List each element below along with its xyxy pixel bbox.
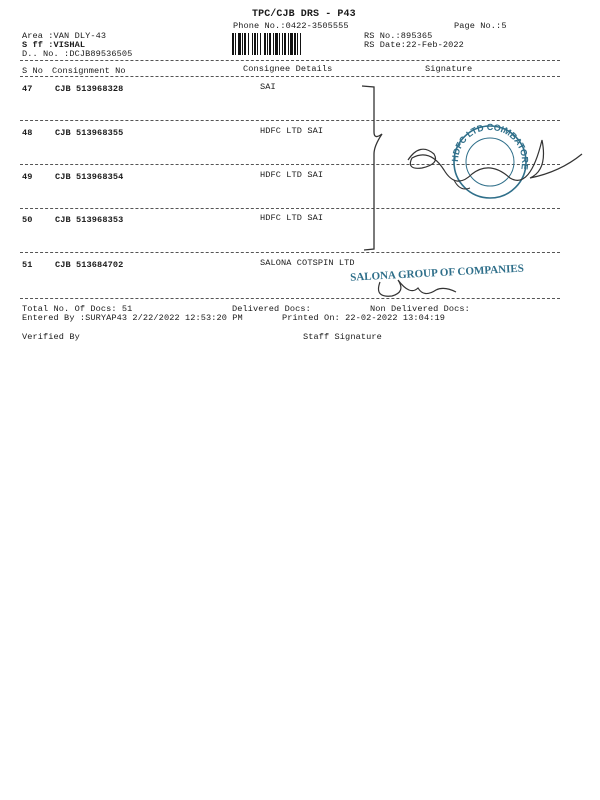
handwritten-bracket	[360, 84, 400, 254]
barcode-bar	[300, 33, 301, 55]
delivered-docs: Delivered Docs:	[232, 304, 311, 314]
row-consignment: CJB 513968355	[55, 128, 124, 138]
non-delivered-docs: Non Delivered Docs:	[370, 304, 470, 314]
row-divider	[20, 120, 560, 121]
barcode-bar	[242, 33, 243, 55]
row-divider	[20, 208, 560, 209]
rs-date: RS Date:22-Feb-2022	[364, 40, 464, 50]
divider	[20, 76, 560, 77]
row-sno: 47	[22, 84, 33, 94]
row-consignee: HDFC LTD SAI	[260, 170, 324, 180]
barcode-bar	[294, 33, 296, 55]
barcode-bar	[284, 33, 286, 55]
verified-by-label: Verified By	[22, 332, 80, 342]
barcode-bar	[257, 33, 258, 55]
column-header-consignee: Consignee Details	[243, 64, 333, 74]
row-consignment: CJB 513968353	[55, 215, 124, 225]
barcode-bar	[288, 33, 289, 55]
divider	[20, 60, 560, 61]
staff-signature-label: Staff Signature	[303, 332, 382, 342]
barcode-bar	[279, 33, 280, 55]
hdfc-stamp-text: HDFC LTD COIMBATORE	[449, 122, 531, 171]
barcode-bar	[252, 33, 253, 55]
entered-by: Entered By :SURYAP43 2/22/2022 12:53:20 PM	[22, 313, 243, 323]
barcode-bar	[264, 33, 266, 55]
barcode-bar	[254, 33, 256, 55]
barcode-bar	[244, 33, 246, 55]
barcode-bar	[238, 33, 241, 55]
area-label: Area :VAN DLY-43	[22, 31, 107, 41]
barcode-bar	[290, 33, 293, 55]
signature-scribble	[400, 130, 585, 200]
row-consignment: CJB 513968328	[55, 84, 124, 94]
row-consignment: CJB 513684702	[55, 260, 124, 270]
salona-stamp-text: SALONA GROUP OF COMPANIES	[349, 262, 525, 284]
row-consignment: CJB 513968354	[55, 172, 124, 182]
salona-stamp	[340, 252, 540, 304]
row-sno: 49	[22, 172, 33, 182]
row-sno: 51	[22, 260, 33, 270]
staff-label: S ff :VISHAL	[22, 40, 86, 50]
column-header-consignment: Consignment No	[52, 66, 126, 76]
barcode-bar	[297, 33, 298, 55]
rs-number: RS No.:895365	[364, 31, 433, 41]
barcode-bar	[275, 33, 278, 55]
printed-on: Printed On: 22-02-2022 13:04:19	[282, 313, 445, 323]
doc-number: D.. No. :DCJB89536505	[22, 49, 133, 59]
barcode-bar	[269, 33, 271, 55]
barcode-bar	[235, 33, 236, 55]
barcode-bar	[282, 33, 283, 55]
column-header-sno: S No	[22, 66, 44, 76]
row-sno: 48	[22, 128, 33, 138]
barcode-bar	[260, 33, 261, 55]
row-consignee: HDFC LTD SAI	[260, 126, 324, 136]
column-header-signature: Signature	[425, 64, 473, 74]
row-consignee: SALONA COTSPIN LTD	[260, 258, 355, 268]
total-docs: Total No. Of Docs: 51	[22, 304, 133, 314]
phone-number: Phone No.:0422-3505555	[233, 21, 349, 31]
barcode	[232, 33, 357, 55]
barcode-bar	[267, 33, 268, 55]
document-title: TPC/CJB DRS - P43	[252, 9, 356, 20]
row-sno: 50	[22, 215, 33, 225]
barcode-bar	[232, 33, 234, 55]
page-number: Page No.:5	[454, 21, 507, 31]
row-consignee: HDFC LTD SAI	[260, 213, 324, 223]
row-consignee: SAI	[260, 82, 276, 92]
barcode-bar	[248, 33, 249, 55]
barcode-bar	[273, 33, 274, 55]
